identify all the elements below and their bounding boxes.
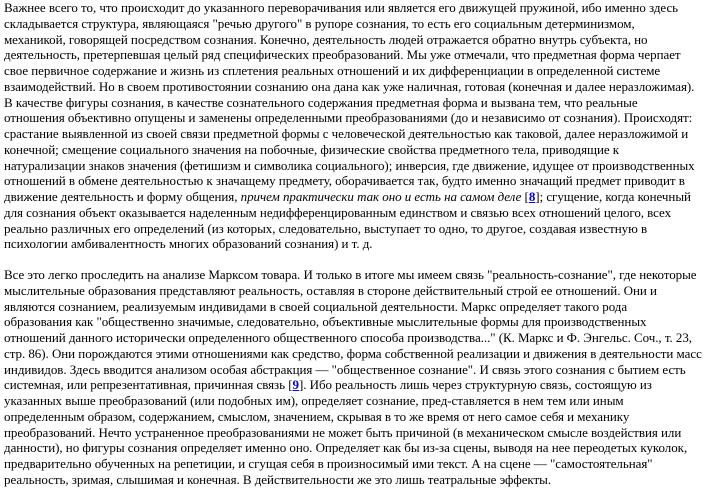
line-text-before: системная, или репрезентативная, причинная связь xyxy=(4,377,289,393)
text-line: механикой, говорящей посредством сознания. Конечно, деятельность людей отражается обратно внутрь субъекта, но xyxy=(4,31,648,47)
text-line: мыслительные образования представляют реальность, оставляя в стороне действительный строй ее отношений. Они и xyxy=(4,282,657,298)
text-line: взаимодействий. Но в своем противостоянии сознанию она дана как уже наличная, готовая (конечная и далее неразложимая). xyxy=(4,78,695,94)
text-line: реальность, зримая, слышимая и конечная. В действительности же это лишь театральные эффекты. xyxy=(4,471,552,487)
text-line: Все это легко проследить на анализе Марксом товара. И только в итоге мы имеем связь "реальность-сознание", где некоторые xyxy=(4,267,697,282)
text-line: предварительно обученных на репетиции, и сгущая себя в произносимый ими текст. А на сцене — "самостоятельная" xyxy=(4,456,653,471)
italic-emphasis: причем практически так оно и есть на самом деле xyxy=(240,189,522,204)
text-line: отношений в обмене деятельностью к значащему предмету, оборачивается так, будто именно значащий предмет приводит в xyxy=(4,173,685,189)
footnote-bracket-open: [ xyxy=(524,189,529,204)
line-text-after: ; сгущение, когда конечный xyxy=(539,189,691,204)
text-line: складывается структура, являющаяся "речью другого" в рупоре сознания, то есть его социальным детерминизмом, xyxy=(4,15,635,31)
text-line: определенным образом, содержанием, смыслом, значением, скрывая в то же время от него самое себя и механику xyxy=(4,408,630,424)
text-line: Важнее всего то, что происходит до указанного переворачивания или является его движущей пружиной, ибо именно здесь xyxy=(4,0,679,15)
footnote-bracket-close: ] xyxy=(298,377,304,393)
text-line: психологии амбивалентность многих образований сознания) и т. д. xyxy=(4,236,373,252)
text-line: преобразований. Нечто устраненное преобразованиями не может быть причиной (в механическом смысле воздействия или xyxy=(4,424,682,440)
text-line: В качестве фигуры сознания, в качестве сознательного содержания предметная форма и вызвана тем, что реальные xyxy=(4,94,638,110)
text-line: указанных выше преобразований (или подобных им), определяет сознание, пред-ставляется в нем тем или иным xyxy=(4,393,624,408)
text-line: для сознания объект оказывается наделенным недифференцированным единством и связью всех отношений целого, всех xyxy=(4,204,672,220)
text-line-with-footnote xyxy=(4,377,709,393)
paragraph-1 xyxy=(4,0,709,252)
text-line: реально различных его определений (из которых, следовательно, выступает то одно, то другое, создавая известную в xyxy=(4,220,648,236)
text-line: индивидов. Здесь вводится анализом особая абстракция — "общественное сознание". И связь этого сознания с бытием есть xyxy=(4,361,686,377)
text-line: свое первичное содержание и жизнь из сплетения реальных отношений и их дифференциации в определенной системе xyxy=(4,63,661,78)
paragraph-2 xyxy=(4,267,709,488)
text-line: отношений данного исторически определенного общественного способа производства..." (К. Маркс и Ф. Энгельс. Соч., т. 23, xyxy=(4,330,692,345)
text-line: деятельность, претерпевшая целый ряд специфических преобразований. Мы уже отмечали, что предметная форма черпает xyxy=(4,47,681,63)
text-line: конечной; смещение социального значения на побочные, физические свойства предметного тела, приводящие к xyxy=(4,141,620,157)
text-line: срастание выявленной из своей связи предметной формы с человеческой деятельностью как таковой, далее неразложимой и xyxy=(4,126,689,141)
text-line: данности), но фигуры сознания определяет именно оно. Определяет как бы из-за сцены, выводя на нее переодетых куколок, xyxy=(4,440,688,456)
footnote-bracket-close: ] xyxy=(535,189,540,204)
text-line: образования как "общественно значимые, следовательно, объективные мыслительные формы для производственных xyxy=(4,314,647,330)
text-line: натурализации знаков значения (фетишизм и символика социального); инверсия, где движение, идущее от производственных xyxy=(4,157,695,173)
text-line: отношения объективно опущены и заменены определенными преобразованиями (до и независимо от сознания). Происходят: xyxy=(4,110,693,126)
text-line: являются сознанием, реализуемым индивидами в своей социальной деятельности. Маркс определяет такого рода xyxy=(4,298,628,314)
footnote-link-8[interactable]: 8 xyxy=(528,189,536,204)
footnote-link-9[interactable]: 9 xyxy=(292,377,299,393)
footnote-bracket-open: [ xyxy=(288,377,293,393)
line-text-after: . Ибо реальность лишь через структурную связь, состоящую из xyxy=(303,377,652,393)
text-line: стр. 86). Они порождаются этими отношениями как средство, форма собственной реализации и движения в деятельности масс xyxy=(4,345,702,361)
text-line-with-footnote xyxy=(4,189,709,205)
line-text-before: движение деятельность и форму общения, xyxy=(4,189,241,204)
